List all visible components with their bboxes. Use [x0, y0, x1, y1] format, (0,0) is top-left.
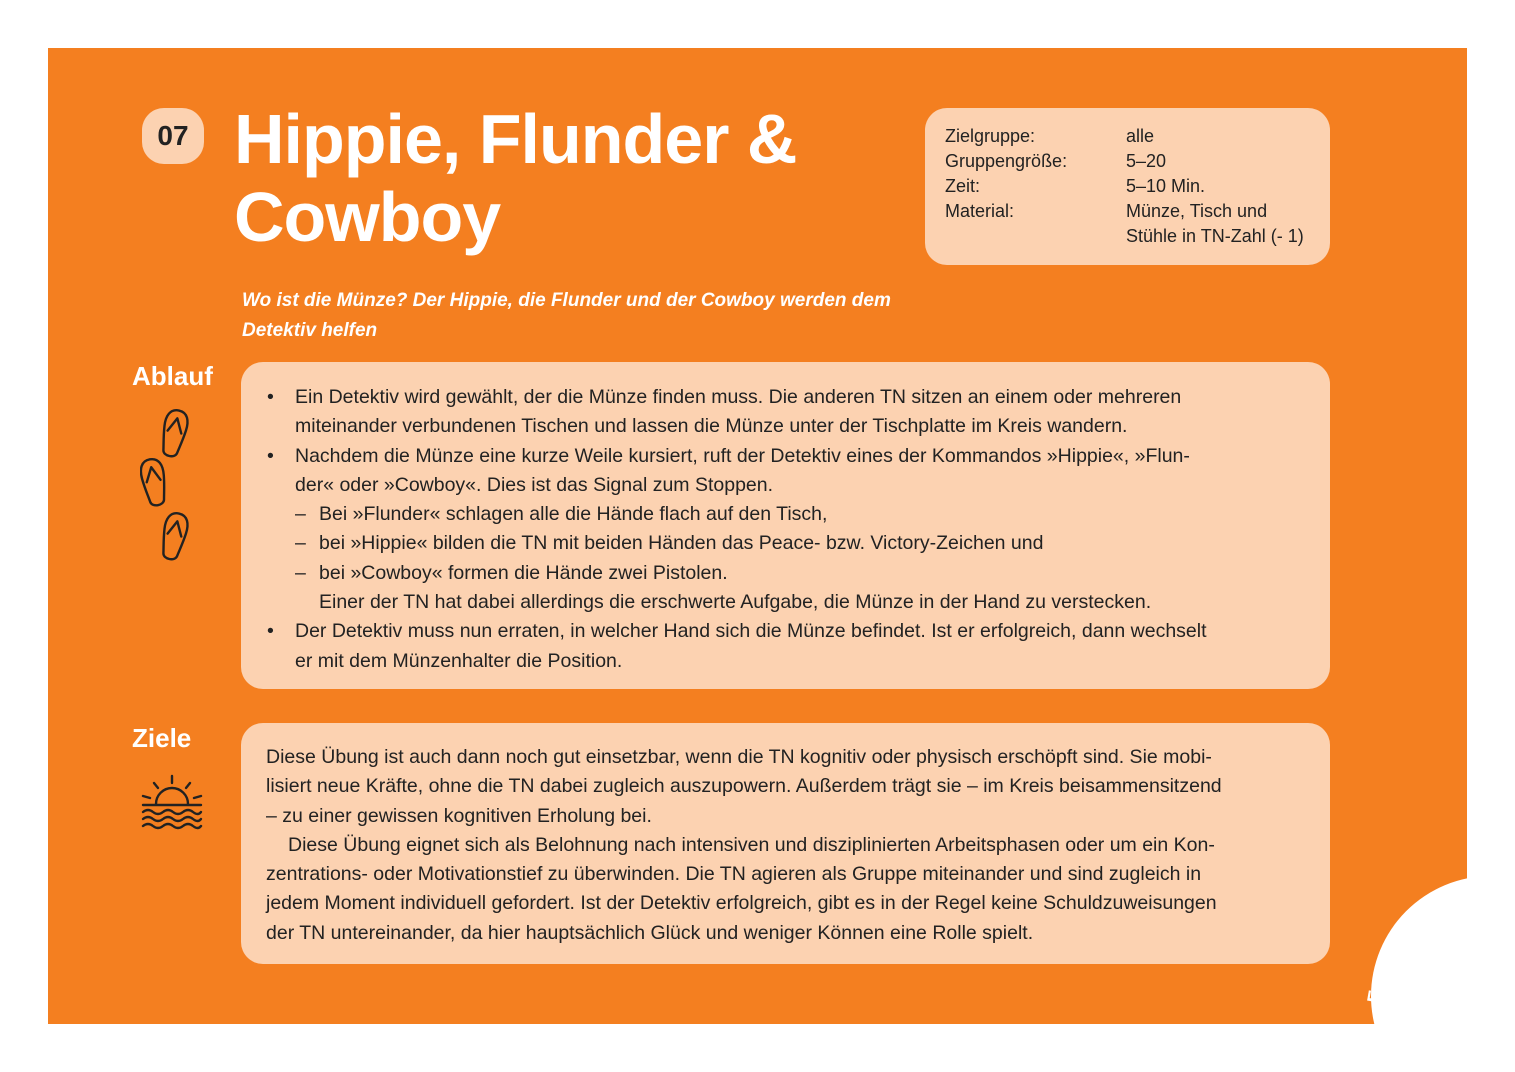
svg-text:Energizer	[1364, 918, 1438, 1004]
ablauf-b1-line-2: miteinander verbundenen Tischen und lassen die Münze unter der Tischplatte im Kreis wandern.	[295, 415, 1128, 438]
ablauf-bullet-3	[265, 617, 1304, 676]
ablauf-box	[241, 362, 1330, 689]
dash-marker: –	[295, 561, 306, 584]
material-label: Material:	[945, 201, 1015, 221]
ablauf-dash-3	[265, 559, 1304, 588]
ablauf-b3-line-2: er mit dem Münzenhalter die Position.	[295, 649, 623, 672]
ablauf-bullet-2	[265, 442, 1304, 501]
dash-marker: –	[295, 503, 306, 526]
bullet-marker: •	[267, 620, 274, 643]
title-line-2: Cowboy	[234, 178, 501, 256]
ablauf-dash-text-2: bei »Hippie« bilden die TN mit beiden Händen das Peace- bzw. Victory-Zeichen und	[319, 532, 1044, 555]
category-label	[1346, 888, 1466, 1008]
info-row-gruppengroesse	[945, 149, 1310, 174]
bullet-text	[295, 383, 1181, 442]
ziele-p2-line-1: Diese Übung eignet sich als Belohnung nach intensiven und disziplinierten Arbeitsphasen oder um ein Kon-	[288, 833, 1215, 856]
subtitle-line-1: Wo ist die Münze? Der Hippie, die Flunder und der Cowboy werden dem	[242, 290, 891, 311]
ziele-p2-line-2: zentrations- oder Motivationstief zu überwinden. Die TN agieren als Gruppe miteinander und sind zugleich in	[266, 863, 1202, 886]
ablauf-heading: Ablauf	[132, 361, 213, 391]
activity-card	[48, 48, 1467, 1024]
flip-flops-icon	[140, 406, 200, 566]
page-title	[234, 100, 934, 256]
ablauf-dash-1	[265, 500, 1304, 529]
dash-marker: –	[295, 532, 306, 555]
gruppengroesse-label: Gruppengröße:	[945, 151, 1068, 171]
ziele-p1-line-3: – zu einer gewissen kognitiven Erholung bei.	[266, 804, 652, 827]
ablauf-dash-text-3: bei »Cowboy« formen die Hände zwei Pistolen.	[319, 561, 728, 584]
ziele-box	[241, 723, 1330, 964]
ablauf-dash-text-1: Bei »Flunder« schlagen alle die Hände flach auf den Tisch,	[319, 503, 828, 526]
category-text: Energizer	[1363, 918, 1439, 1005]
ziele-heading: Ziele	[132, 723, 192, 753]
bullet-marker: •	[267, 444, 274, 467]
zeit-label: Zeit:	[945, 176, 981, 196]
ziele-p2-line-3: jedem Moment individuell gefordert. Ist der Detektiv erfolgreich, gibt es in der Regel keine Schuldzuweisungen	[266, 892, 1217, 915]
material-value-line-1: Münze, Tisch und	[1126, 201, 1268, 221]
info-box	[925, 108, 1330, 265]
material-value	[1126, 199, 1310, 249]
ziele-p1-line-2: lisiert neue Kräfte, ohne die TN dabei zugleich auszupowern. Außerdem trägt sie – im Kreis beisammensitzend	[266, 775, 1222, 798]
bullet-text	[295, 617, 1207, 676]
ablauf-b1-line-1: Ein Detektiv wird gewählt, der die Münze finden muss. Die anderen TN sitzen an einem oder mehreren	[295, 386, 1182, 408]
info-row-zeit	[945, 174, 1310, 199]
ablauf-b2-line-1: Nachdem die Münze eine kurze Weile kursiert, ruft der Detektiv eines der Kommandos »Hippie«, »Flun-	[295, 444, 1190, 467]
bullet-marker: •	[267, 386, 274, 408]
ablauf-bullet-1	[265, 383, 1304, 442]
card-number-badge: 07	[142, 108, 204, 164]
ziele-paragraph-1	[266, 743, 1304, 831]
ablauf-b2-line-2: der« oder »Cowboy«. Dies ist das Signal zum Stoppen.	[295, 473, 774, 496]
ablauf-dash-2	[265, 529, 1304, 558]
material-value-line-2: Stühle in TN-Zahl (- 1)	[1126, 226, 1304, 246]
ablauf-dash-continuation: Einer der TN hat dabei allerdings die erschwerte Aufgabe, die Münze in der Hand zu verstecken.	[319, 591, 1152, 614]
subtitle	[242, 286, 962, 346]
info-row-material	[945, 199, 1310, 249]
ziele-p2-line-4: der TN untereinander, da hier hauptsächlich Glück und weniger Können eine Rolle spielt.	[266, 921, 1034, 944]
ziele-paragraph-2	[266, 831, 1304, 948]
ablauf-b3-line-1: Der Detektiv muss nun erraten, in welcher Hand sich die Münze befindet. Ist er erfolgreich, dann wechselt	[295, 620, 1207, 643]
subtitle-line-2: Detektiv helfen	[242, 320, 378, 341]
bullet-text	[295, 442, 1190, 501]
zielgruppe-label: Zielgruppe:	[945, 126, 1036, 146]
info-row-zielgruppe	[945, 124, 1310, 149]
sunset-icon	[140, 774, 204, 830]
gruppengroesse-value: 5–20	[1126, 151, 1167, 171]
zielgruppe-value: alle	[1126, 126, 1155, 146]
title-line-1: Hippie, Flunder &	[234, 100, 797, 178]
zeit-value: 5–10 Min.	[1126, 176, 1206, 196]
ziele-p1-line-1: Diese Übung ist auch dann noch gut einsetzbar, wenn die TN kognitiv oder physisch erschöpft sind. Sie mobi-	[266, 746, 1212, 768]
